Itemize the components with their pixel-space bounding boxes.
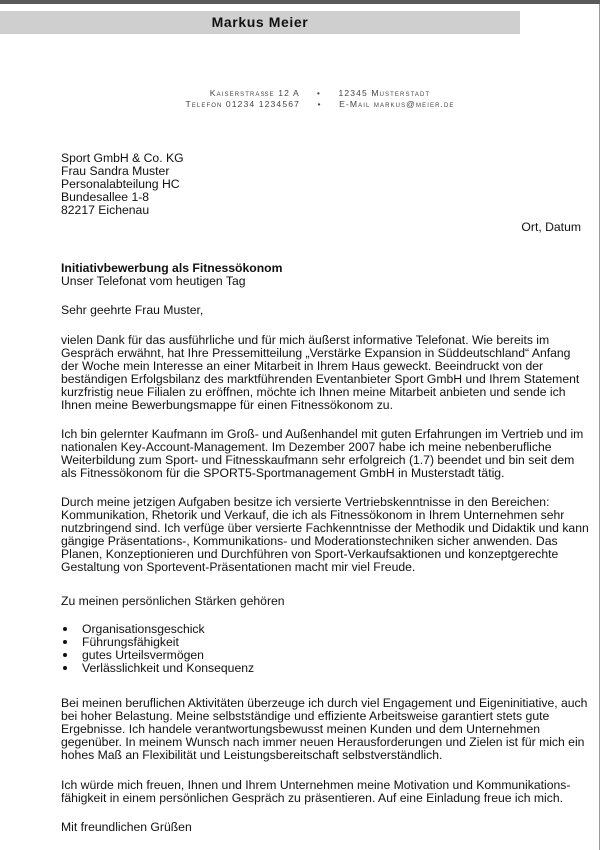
phone-number: Telefon 01234 1234567 [185, 99, 300, 109]
list-item: Organisationsgeschick [61, 623, 254, 636]
paragraph-text: Bei meinen beruflichen Aktivitäten überzeuge ich durch viel Engagement und Eigeninitiative, auch bei hoher Belastung. Meine selbstständige und effiziente Arbeitsweise garantiert stets gute Ergebnisse. Ich handele verantwortungsbewusst meinen Kunden und dem Unternehmen gegenüber. In meinem Wunsch nach immer neuen Herausforderungen und Zielen ist für mich ein hohes Maß an Flexibilität und Leistungsbereitschaft selbstverständlich. [61, 696, 588, 762]
strengths-list [61, 623, 254, 675]
paragraph-text: vielen Dank für das ausführliche und für mich äußerst informative Telefonat. Wie bereits im Gespräch erwähnt, hat Ihre Pressemitteilung „Verstärke Expansion in Süddeutschland“ Anfang der Woche mein Interesse an einer Mitarbeit in Ihrem Haus geweckt. Beeindruckt von der beständigen Erfolgsbilanz des marktführenden Eventanbieter Sport GmbH und Ihrem Statement kurzfristig neue Filialen zu eröffnen, möchte ich Ihnen meine Mitarbeit anbieten und sende ich Ihnen meine Bewerbungsmappe für einen Fitnessökonom zu. [61, 333, 580, 412]
address-city: 12345 Musterstadt [338, 88, 431, 98]
subject-subtitle: Unser Telefonat vom heutigen Tag [61, 274, 246, 288]
sign-off: Mit freundlichen Grüßen [61, 820, 192, 834]
recipient-department: Personalabteilung HC [61, 177, 180, 191]
sender-address [140, 88, 500, 99]
email-address: E-Mail markus@meier.de [339, 99, 455, 109]
paragraph-3 [61, 496, 591, 574]
list-item: Führungsfähigkeit [61, 636, 254, 649]
list-item: gutes Urteilsvermögen [61, 649, 254, 662]
paragraph-text: Ich würde mich freuen, Ihnen und Ihrem Unternehmen meine Motivation und Kommunikations-fähigkeit in einem persönlichen Gespräch zu präsentieren. Auf eine Einladung freue ich mich. [61, 778, 571, 805]
salutation: Sehr geehrte Frau Muster, [61, 303, 204, 317]
recipient-address [61, 152, 184, 217]
paragraph-text: Zu meinen persönlichen Stärken gehören [61, 594, 285, 608]
subject-title: Initiativbewerbung als Fitnessökonom [61, 261, 283, 275]
separator-dot: • [316, 88, 321, 98]
paragraph-1 [61, 334, 591, 412]
paragraph-text: Durch meine jetzigen Aufgaben besitze ich versierte Vertriebskenntnisse in den Bereichen: Kommunikation, Rhetorik und Verkauf, die ich als Fitnessökonom in Ihrem Unternehmen sehr nutzbringend sind. Ich verfüge über versierte Fachkenntnisse der Methodik und Didaktik und kann gängige Präsentations-, Kommunikations- und Moderationstechniken sicher anwenden. Das Planen, Konzeptionieren und Durchführen von Sport-Verkaufsaktionen und konzeptgerechte Gestaltung von Sportevent-Präsentationen macht mir viel Freude. [61, 495, 589, 574]
separator-dot: • [317, 99, 322, 109]
sender-contact [140, 99, 500, 110]
paragraph-4 [61, 697, 591, 762]
list-item: Verlässlichkeit und Konsequenz [61, 662, 254, 675]
sender-name: Markus Meier [0, 11, 520, 34]
recipient-city: 82217 Eichenau [61, 203, 150, 217]
place-date: Ort, Datum [521, 220, 581, 234]
paragraph-2 [61, 428, 591, 480]
paragraph-5 [61, 779, 591, 805]
recipient-company: Sport GmbH & Co. KG [61, 151, 184, 165]
recipient-person: Frau Sandra Muster [61, 164, 170, 178]
top-rule [0, 0, 600, 4]
recipient-street: Bundesallee 1-8 [61, 190, 150, 204]
address-street: Kaiserstraße 12 A [209, 88, 300, 98]
paragraph-text: Ich bin gelernter Kaufmann im Groß- und Außenhandel mit guten Erfahrungen im Vertrieb und im nationalen Key-Account-Management. Im Dezember 2007 habe ich meine nebenberufliche Weiterbildung zum Sport- und Fitnesskaufmann sehr erfolgreich (1.7) beendet und bin seit dem als Fitnessökonom für die SPORT5-Sportmanagement GmbH in Musterstadt tätig. [61, 427, 584, 480]
subject-block [61, 262, 282, 288]
strengths-intro [61, 595, 591, 608]
